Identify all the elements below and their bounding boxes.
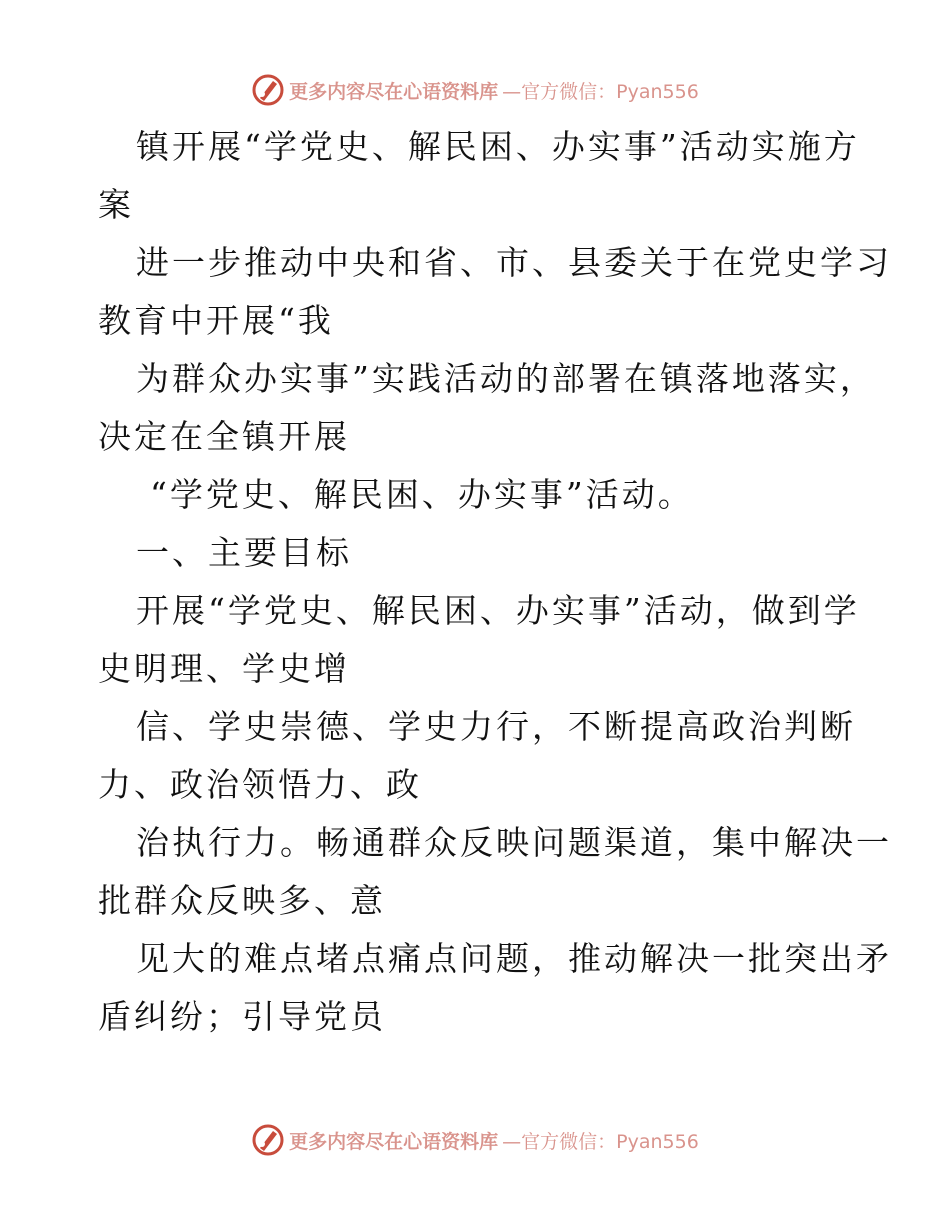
doc-line-1: 镇开展“学党史、解民困、办实事”活动实施方 <box>136 127 860 166</box>
doc-line-7: “学党史、解民困、办实事”活动。 <box>150 475 694 514</box>
doc-line-15: 见大的难点堵点痛点问题，推动解决一批突出矛 <box>136 939 892 978</box>
footer-banner <box>0 1120 950 1160</box>
doc-line-3: 进一步推动中央和省、市、县委关于在党史学习 <box>136 243 892 282</box>
doc-line-9: 开展“学党史、解民困、办实事”活动，做到学 <box>136 591 860 630</box>
doc-line-14: 批群众反映多、意 <box>98 881 386 920</box>
logo-icon <box>251 1123 285 1157</box>
banner-title: 更多内容尽在心语资料库 <box>289 80 499 103</box>
document-body <box>98 118 892 1046</box>
header-banner-content <box>251 73 699 107</box>
doc-line-11: 信、学史崇德、学史力行，不断提高政治判断 <box>136 707 856 746</box>
footer-banner-content <box>251 1123 699 1157</box>
header-banner <box>0 70 950 110</box>
doc-line-4: 教育中开展“我 <box>98 301 334 340</box>
banner-title: 更多内容尽在心语资料库 <box>289 1130 499 1153</box>
doc-line-10: 史明理、学史增 <box>98 649 350 688</box>
doc-line-6: 决定在全镇开展 <box>98 417 350 456</box>
doc-line-16: 盾纠纷；引导党员 <box>98 997 386 1036</box>
banner-wechat: —官方微信：Pyan556 <box>502 1130 699 1153</box>
doc-line-13: 治执行力。畅通群众反映问题渠道，集中解决一 <box>136 823 892 862</box>
section-heading: 一、主要目标 <box>136 533 352 572</box>
doc-line-2: 案 <box>98 185 134 224</box>
logo-icon <box>251 73 285 107</box>
doc-line-5: 为群众办实事”实践活动的部署在镇落地落实， <box>136 359 876 398</box>
banner-wechat: —官方微信：Pyan556 <box>502 80 699 103</box>
doc-line-12: 力、政治领悟力、政 <box>98 765 422 804</box>
